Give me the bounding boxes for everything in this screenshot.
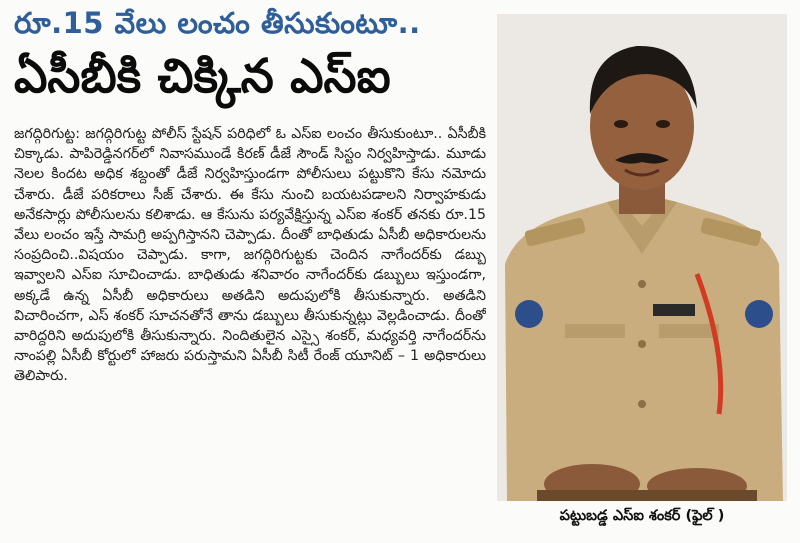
photo-caption: పట్టుబడ్డ ఎస్ఐ శంకర్ (ఫైల్ ) xyxy=(559,508,725,524)
article-body: జగద్గిరిగుట్ట: జగద్గిరిగుట్ట పోలీస్ స్టేషన్ పరిధిలో ఓ ఎస్ఐ లంచం తీసుకుంటూ.. ఏసీబీకి చిక్కాడు. పాపిరెడ్డినగర్‌లో నివాసముండే కిరణ్ డీజే సౌండ్ సిస్టం నిర్వహిస్తాడు. మూడు నెలల కిందట అధిక శబ్దంతో డీజే నిర్వహిస్తుండగా పోలీసులు పట్టుకొని కేసు నమోదు చేశారు. డీజే పరికరాలు సీజ్ చేశారు. ఈ కేసు నుంచి బయటపడాలని నిర్వాహకుడు అనేకసార్లు పోలీసులను కలిశాడు. ఆ కేసును పర్యవేక్షిస్తున్న ఎస్ఐ శంకర్ తనకు రూ.15 వేలు లంచం ఇస్తే సామగ్రి అప్పగిస్తానని చెప్పాడు. దీంతో బాధితుడు ఏసీబీ అధికారులను సంప్రదించి..విషయం చెప్పాడు. కాగా, జగద్గిరిగుట్టకు చెందిన నాగేందర్‌కు డబ్బు ఇవ్వాలని ఎస్ఐ సూచించాడు. బాధితుడు శనివారం నాగేందర్‌కు డబ్బులు ఇస్తుండగా, అక్కడే ఉన్న ఏసీబీ అధికారులు అతడిని అదుపులోకి తీసుకున్నారు. అతడిని విచారించగా, ఎస్ శంకర్ సూచనతోనే తాను డబ్బులు తీసుకున్నట్లు వెల్లడించాడు. దీంతో వారిద్దరిని అదుపులోకి తీసుకున్నారు. నిందితులైన ఎస్సై శంకర్, మధ్యవర్తి నాగేందర్‌ను నాంపల్లి ఏసీబీ కోర్టులో హాజరు పరుస్తామని ఏసీబీ సిటీ రేంజ్ యూనిట్ – 1 అధికారులు తెలిపారు. xyxy=(14,126,486,385)
article-headline: ఏసీబీకి చిక్కిన ఎస్ఐ xyxy=(14,49,391,104)
article-kicker: రూ.15 వేలు లంచం తీసుకుంటూ.. xyxy=(14,6,421,40)
officer-photo xyxy=(497,14,787,501)
